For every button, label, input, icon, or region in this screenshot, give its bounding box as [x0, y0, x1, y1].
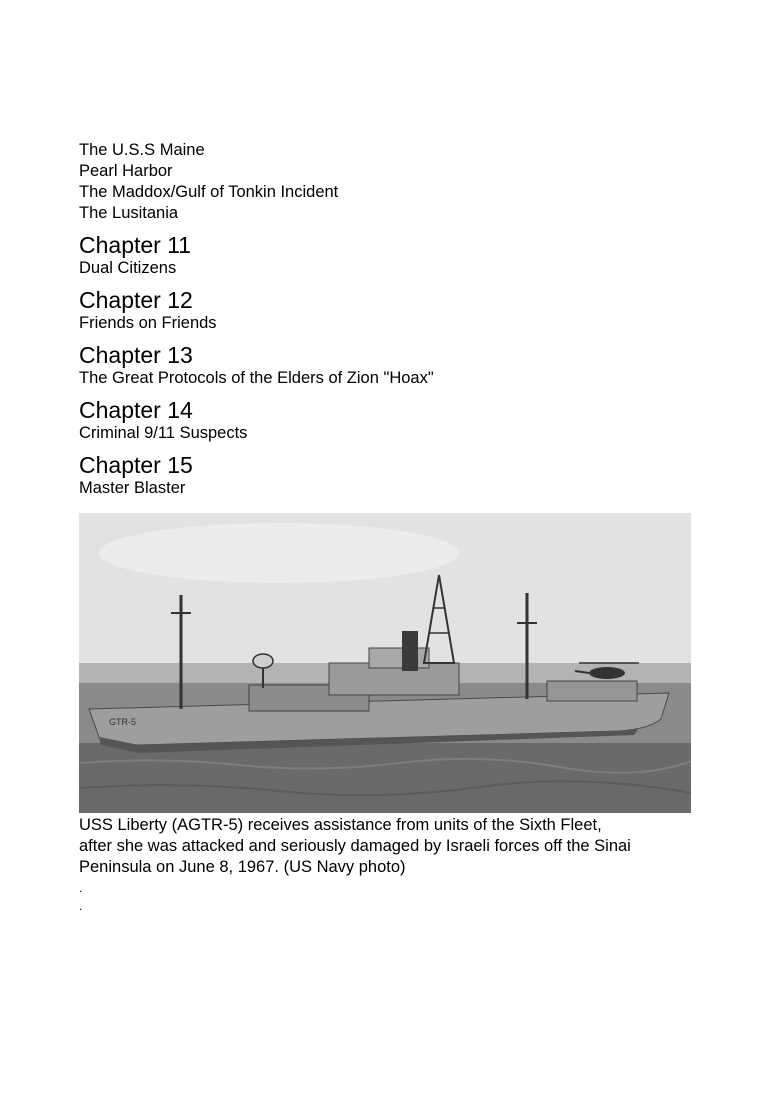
intro-list — [79, 140, 699, 224]
trailing-mark: . — [79, 881, 83, 895]
hull-marking: GTR-5 — [109, 717, 136, 727]
chapter-subtitle: Dual Citizens — [79, 259, 177, 277]
chapter-subtitle: Criminal 9/11 Suspects — [79, 424, 248, 442]
chapter-title: Chapter 14 — [79, 397, 193, 423]
chapter-title: Chapter 15 — [79, 452, 193, 478]
chapter-14 — [79, 397, 699, 444]
chapter-13 — [79, 342, 699, 389]
caption-line: after she was attacked and seriously damaged by Israeli forces off the Sinai — [79, 837, 631, 855]
chapter-11 — [79, 232, 699, 279]
chapter-title: Chapter 12 — [79, 287, 193, 313]
caption-line: USS Liberty (AGTR-5) receives assistance from units of the Sixth Fleet, — [79, 816, 602, 834]
chapter-15 — [79, 452, 699, 499]
chapter-subtitle: The Great Protocols of the Elders of Zion "Hoax" — [79, 369, 434, 387]
photo-caption — [79, 815, 699, 878]
intro-line: The U.S.S Maine — [79, 141, 205, 159]
ship-photo — [79, 513, 691, 813]
trailing-mark: . — [79, 899, 83, 913]
caption-line: Peninsula on June 8, 1967. (US Navy photo) — [79, 858, 406, 876]
chapter-subtitle: Friends on Friends — [79, 314, 217, 332]
chapter-subtitle: Master Blaster — [79, 479, 186, 497]
chapter-12 — [79, 287, 699, 334]
chapter-title: Chapter 13 — [79, 342, 193, 368]
chapter-title: Chapter 11 — [79, 232, 192, 258]
intro-line: The Maddox/Gulf of Tonkin Incident — [79, 183, 339, 201]
document-page — [79, 140, 699, 914]
intro-line: The Lusitania — [79, 204, 179, 222]
intro-line: Pearl Harbor — [79, 162, 173, 180]
